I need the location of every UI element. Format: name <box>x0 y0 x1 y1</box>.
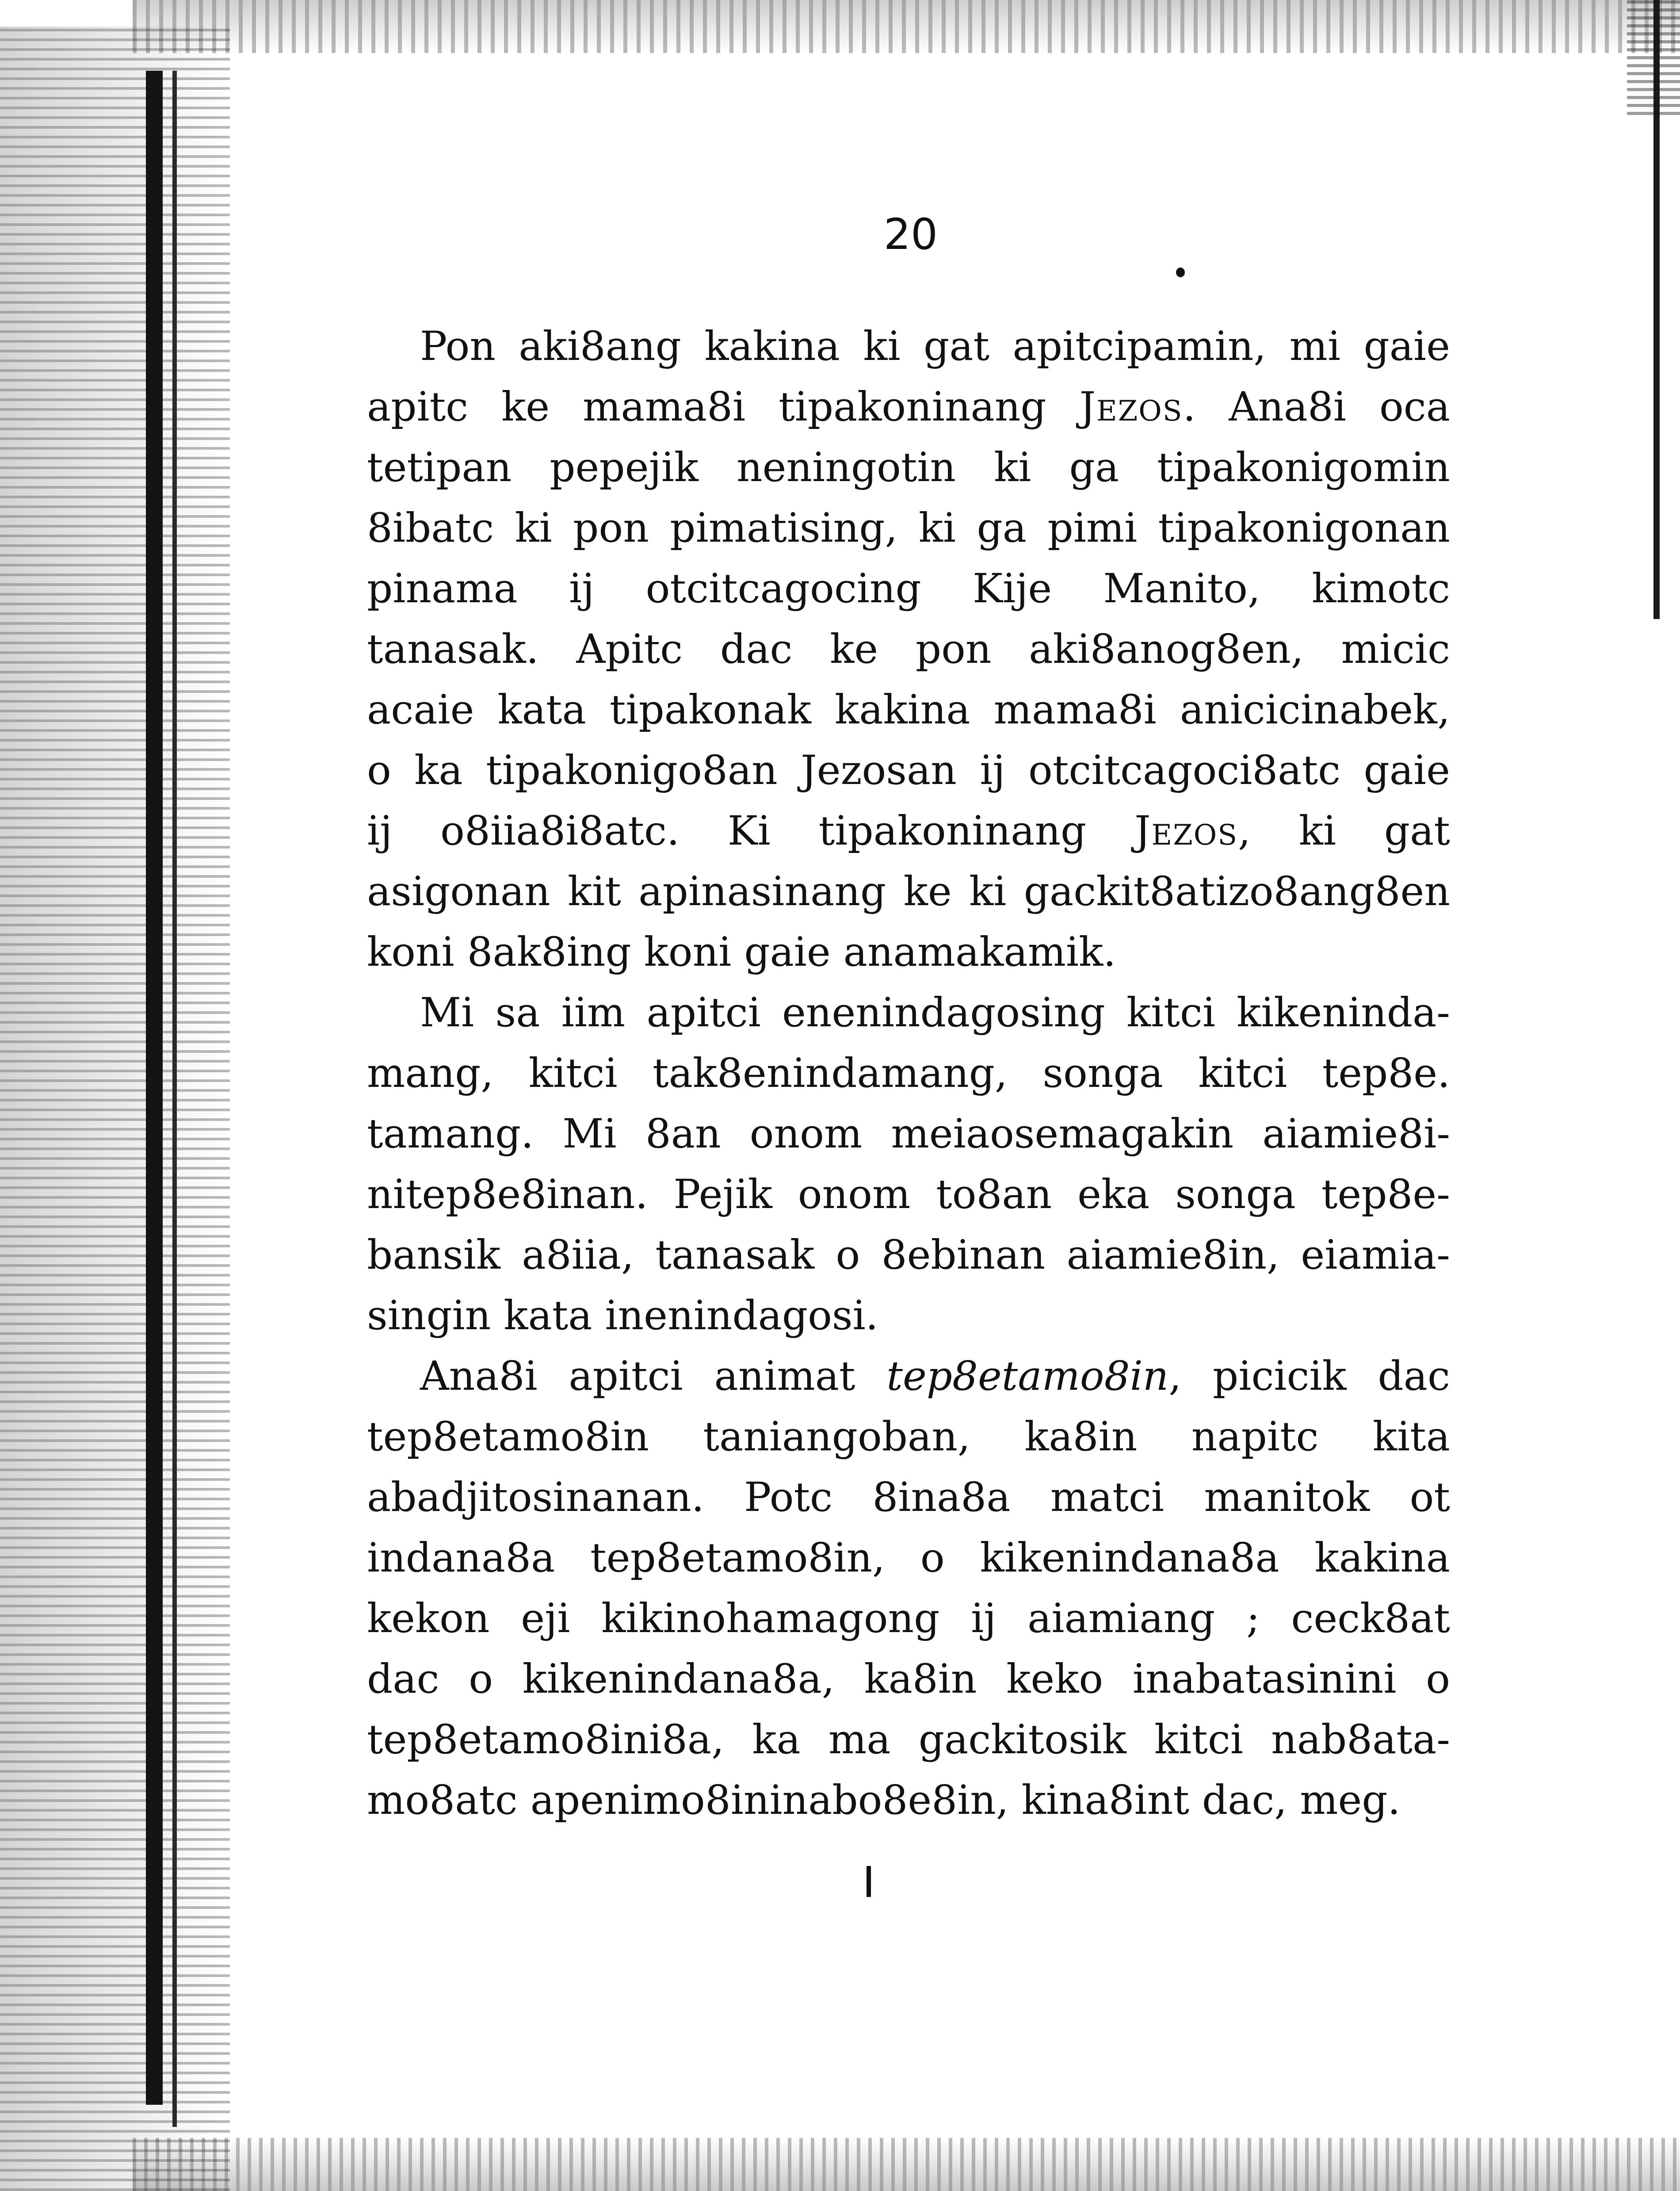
text-line: o ka tipakonigo8an Jezosan ij otcitcagoci8atc gaie <box>367 747 1450 794</box>
text-line: kekon eji kikinohamagong ij aiamiang ; ceck8at <box>367 1595 1450 1642</box>
book-spine-line <box>172 71 177 2127</box>
small-caps-name: Jezos <box>1134 808 1238 854</box>
ink-mark <box>867 1866 871 1897</box>
scan-edge-top <box>133 0 1680 53</box>
text-line: tetipan pepejik neningotin ki ga tipakonigomin <box>367 444 1450 491</box>
paragraph <box>367 316 1450 983</box>
text-line: Mi sa iim apitci enenindagosing kitci kikeninda- <box>420 990 1450 1036</box>
text-line: abadjitosinanan. Potc 8ina8a matci manitok ot <box>367 1474 1450 1521</box>
text-line: bansik a8iia, tanasak o 8ebinan aiamie8in, eiamia- <box>367 1232 1450 1278</box>
text-line: 8ibatc ki pon pimatising, ki ga pimi tipakonigonan <box>367 505 1450 551</box>
text-line: koni 8ak8ing koni gaie anamakamik. <box>367 929 1116 975</box>
ink-speck <box>1176 268 1185 277</box>
text-line: ij o8iia8i8atc. Ki tipakoninang Jezos, ki gat <box>367 808 1450 854</box>
text-line: tep8etamo8in taniangoban, ka8in napitc kita <box>367 1414 1450 1460</box>
page-number: 20 <box>883 210 938 259</box>
text-line: pinama ij otcitcagocing Kije Manito, kimotc <box>367 566 1450 612</box>
text-line: indana8a tep8etamo8in, o kikenindana8a kakina <box>367 1535 1450 1581</box>
paragraph <box>367 983 1450 1346</box>
text-line: nitep8e8inan. Pejik onom to8an eka songa tep8e- <box>367 1171 1450 1218</box>
text-line: mang, kitci tak8enindamang, songa kitci tep8e. <box>367 1050 1450 1097</box>
page-body-text <box>367 316 1450 1831</box>
paragraph <box>367 1346 1450 1831</box>
text-line: acaie kata tipakonak kakina mama8i anicicinabek, <box>367 687 1450 733</box>
text-line: dac o kikenindana8a, ka8in keko inabatasinini o <box>367 1656 1450 1702</box>
text-line: singin kata inenindagosi. <box>367 1292 878 1339</box>
book-spine-shadow <box>146 71 163 2105</box>
scan-corner-noise <box>1627 0 1680 115</box>
text-line: tamang. Mi 8an onom meiaosemagakin aiamie8i- <box>367 1111 1450 1157</box>
italic-term: tep8etamo8in <box>886 1353 1169 1399</box>
text-line: tep8etamo8ini8a, ka ma gackitosik kitci nab8ata- <box>367 1717 1450 1763</box>
text-line: apitc ke mama8i tipakoninang Jezos. Ana8i oca <box>367 384 1450 430</box>
scan-edge-left <box>0 27 230 2191</box>
text-line: Ana8i apitci animat tep8etamo8in, picicik dac <box>420 1353 1450 1399</box>
scan-edge-bottom <box>133 2138 1680 2191</box>
text-line: tanasak. Apitc dac ke pon aki8anog8en, micic <box>367 626 1450 673</box>
text-line: Pon aki8ang kakina ki gat apitcipamin, mi gaie <box>420 323 1450 370</box>
text-line: mo8atc apenimo8ininabo8e8in, kina8int dac, meg. <box>367 1777 1401 1824</box>
small-caps-name: Jezos <box>1079 384 1183 430</box>
text-line: asigonan kit apinasinang ke ki gackit8atizo8ang8en <box>367 868 1450 915</box>
